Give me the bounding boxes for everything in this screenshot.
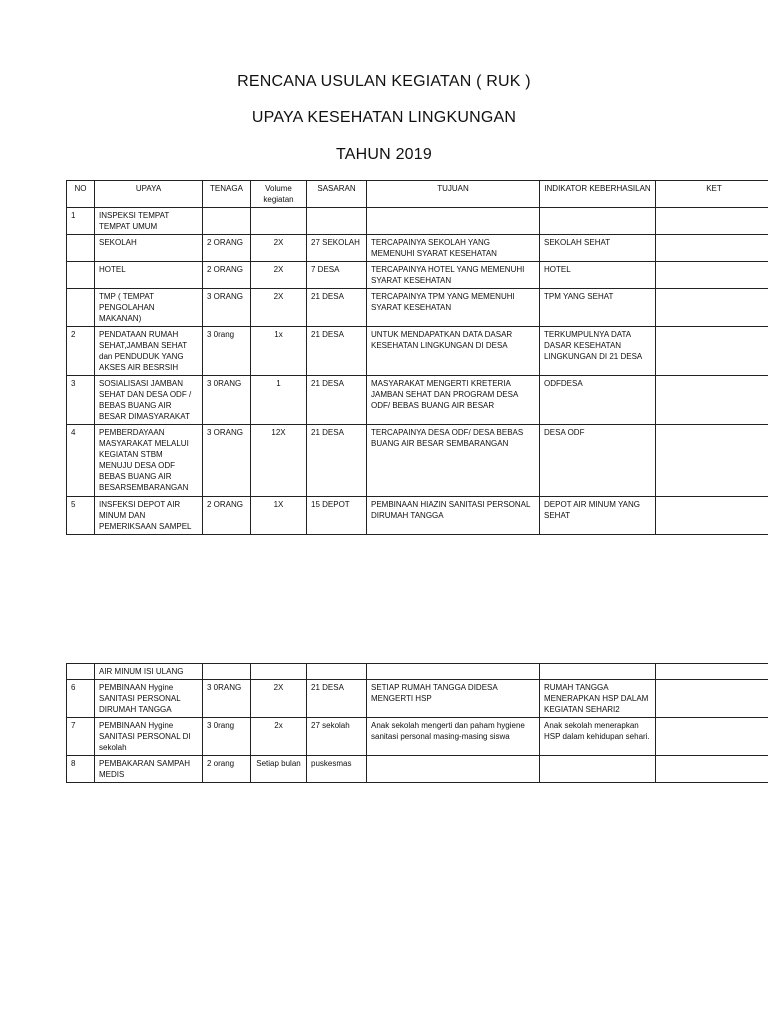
cell-ket [656, 289, 768, 327]
cell-no: 7 [67, 718, 95, 756]
cell-ket [656, 327, 768, 376]
table-header-row [67, 181, 768, 208]
cell-no [67, 235, 95, 262]
cell-upaya: INSPEKSI TEMPAT TEMPAT UMUM [95, 208, 203, 235]
cell-volume: 1X [251, 497, 307, 535]
cell-volume: 2X [251, 289, 307, 327]
cell-sasaran: 15 DEPOT [307, 497, 367, 535]
cell-indikator: DEPOT AIR MINUM YANG SEHAT [540, 497, 656, 535]
cell-upaya: INSFEKSI DEPOT AIR MINUM DAN PEMERIKSAAN SAMPEL [95, 497, 203, 535]
document-subtitle: UPAYA KESEHATAN LINGKUNGAN [251, 109, 517, 126]
cell-ket [656, 756, 768, 783]
table-row [67, 718, 768, 756]
cell-ket [656, 425, 768, 497]
cell-ket [656, 235, 768, 262]
cell-upaya: PEMBINAAN Hygine SANITASI PERSONAL DI sekolah [95, 718, 203, 756]
cell-volume: 2X [251, 235, 307, 262]
cell-indikator: TERKUMPULNYA DATA DASAR KESEHATAN LINGKUNGAN DI 21 DESA [540, 327, 656, 376]
cell-upaya: TMP ( TEMPAT PENGOLAHAN MAKANAN) [95, 289, 203, 327]
cell-sasaran: 21 DESA [307, 376, 367, 425]
cell-no: 1 [67, 208, 95, 235]
cell-no [67, 289, 95, 327]
cell-tujuan: TERCAPAINYA SEKOLAH YANG MEMENUHI SYARAT KESEHATAN [367, 235, 540, 262]
table-row [67, 235, 768, 262]
table-row [67, 664, 768, 680]
cell-indikator: DESA ODF [540, 425, 656, 497]
cell-no: 6 [67, 680, 95, 718]
ruk-table [66, 180, 768, 535]
cell-ket [656, 680, 768, 718]
cell-upaya: SOSIALISASI JAMBAN SEHAT DAN DESA ODF / BEBAS BUANG AIR BESAR DIMASYARAKAT [95, 376, 203, 425]
cell-ket [656, 664, 768, 680]
header-no: NO [67, 181, 95, 208]
cell-tujuan: PEMBINAAN HIAZIN SANITASI PERSONAL DIRUMAH TANGGA [367, 497, 540, 535]
cell-upaya: PENDATAAN RUMAH SEHAT,JAMBAN SEHAT dan PENDUDUK YANG AKSES AIR BESRSIH [95, 327, 203, 376]
cell-tujuan [367, 208, 540, 235]
cell-indikator: TPM YANG SEHAT [540, 289, 656, 327]
table-row [67, 680, 768, 718]
cell-sasaran: 27 sekolah [307, 718, 367, 756]
cell-tenaga: 3 0rang [203, 327, 251, 376]
cell-upaya: AIR MINUM ISI ULANG [95, 664, 203, 680]
table-row [67, 376, 768, 425]
cell-indikator: HOTEL [540, 262, 656, 289]
cell-sasaran: 21 DESA [307, 327, 367, 376]
cell-indikator: SEKOLAH SEHAT [540, 235, 656, 262]
cell-volume: 12X [251, 425, 307, 497]
cell-sasaran [307, 208, 367, 235]
cell-upaya: PEMBAKARAN SAMPAH MEDIS [95, 756, 203, 783]
cell-indikator: RUMAH TANGGA MENERAPKAN HSP DALAM KEGIATAN SEHARI2 [540, 680, 656, 718]
cell-no: 3 [67, 376, 95, 425]
cell-volume: 2x [251, 718, 307, 756]
cell-sasaran: 7 DESA [307, 262, 367, 289]
cell-ket [656, 262, 768, 289]
header-tenaga: TENAGA [203, 181, 251, 208]
document-title: RENCANA USULAN KEGIATAN ( RUK ) [237, 73, 531, 90]
cell-upaya: HOTEL [95, 262, 203, 289]
cell-sasaran: puskesmas [307, 756, 367, 783]
cell-ket [656, 718, 768, 756]
cell-sasaran: 21 DESA [307, 425, 367, 497]
cell-ket [656, 497, 768, 535]
cell-tujuan: SETIAP RUMAH TANGGA DIDESA MENGERTI HSP [367, 680, 540, 718]
cell-indikator [540, 664, 656, 680]
cell-no: 5 [67, 497, 95, 535]
cell-sasaran: 27 SEKOLAH [307, 235, 367, 262]
cell-volume: Setiap bulan [251, 756, 307, 783]
cell-no: 4 [67, 425, 95, 497]
cell-upaya: PEMBINAAN Hygine SANITASI PERSONAL DIRUMAH TANGGA [95, 680, 203, 718]
cell-sasaran: 21 DESA [307, 289, 367, 327]
cell-volume: 1x [251, 327, 307, 376]
cell-indikator [540, 208, 656, 235]
cell-ket [656, 376, 768, 425]
cell-upaya: SEKOLAH [95, 235, 203, 262]
cell-tujuan [367, 664, 540, 680]
cell-tenaga: 3 ORANG [203, 289, 251, 327]
cell-tenaga: 2 ORANG [203, 262, 251, 289]
cell-tenaga: 3 0RANG [203, 376, 251, 425]
cell-no: 2 [67, 327, 95, 376]
cell-indikator [540, 756, 656, 783]
cell-tenaga: 3 0RANG [203, 680, 251, 718]
cell-tenaga: 2 orang [203, 756, 251, 783]
cell-tujuan: UNTUK MENDAPATKAN DATA DASAR KESEHATAN LINGKUNGAN DI DESA [367, 327, 540, 376]
cell-indikator: Anak sekolah menerapkan HSP dalam kehidupan sehari. [540, 718, 656, 756]
cell-volume [251, 664, 307, 680]
cell-volume [251, 208, 307, 235]
table-row [67, 262, 768, 289]
cell-tujuan: TERCAPAINYA TPM YANG MEMENUHI SYARAT KESEHATAN [367, 289, 540, 327]
cell-volume: 2X [251, 680, 307, 718]
cell-tenaga: 3 0rang [203, 718, 251, 756]
cell-ket [656, 208, 768, 235]
cell-tenaga: 2 ORANG [203, 497, 251, 535]
header-ket: KET [656, 181, 768, 208]
table-row [67, 425, 768, 497]
table-row [67, 497, 768, 535]
cell-upaya: PEMBERDAYAAN MASYARAKAT MELALUI KEGIATAN STBM MENUJU DESA ODF BEBAS BUANG AIR BESARSEMBARANGAN [95, 425, 203, 497]
cell-tujuan: Anak sekolah mengerti dan paham hygiene sanitasi personal masing-masing siswa [367, 718, 540, 756]
cell-sasaran: 21 DESA [307, 680, 367, 718]
cell-no [67, 262, 95, 289]
header-sasaran: SASARAN [307, 181, 367, 208]
cell-indikator: ODFDESA [540, 376, 656, 425]
cell-tenaga [203, 664, 251, 680]
header-tujuan: TUJUAN [367, 181, 540, 208]
cell-sasaran [307, 664, 367, 680]
table-row [67, 208, 768, 235]
header-upaya: UPAYA [95, 181, 203, 208]
cell-volume: 1 [251, 376, 307, 425]
cell-tenaga: 2 ORANG [203, 235, 251, 262]
cell-tenaga: 3 ORANG [203, 425, 251, 497]
table-row [67, 289, 768, 327]
cell-no [67, 664, 95, 680]
cell-volume: 2X [251, 262, 307, 289]
cell-tujuan: TERCAPAINYA DESA ODF/ DESA BEBAS BUANG AIR BESAR SEMBARANGAN [367, 425, 540, 497]
cell-tujuan [367, 756, 540, 783]
cell-tenaga [203, 208, 251, 235]
header-indikator: INDIKATOR KEBERHASILAN [540, 181, 656, 208]
cell-tujuan: MASYARAKAT MENGERTI KRETERIA JAMBAN SEHAT DAN PROGRAM DESA ODF/ BEBAS BUANG AIR BESAR [367, 376, 540, 425]
table-row [67, 756, 768, 783]
table-row [67, 327, 768, 376]
header-volume: Volume kegiatan [251, 181, 307, 208]
document-year: TAHUN 2019 [336, 146, 432, 163]
cell-tujuan: TERCAPAINYA HOTEL YANG MEMENUHI SYARAT KESEHATAN [367, 262, 540, 289]
cell-no: 8 [67, 756, 95, 783]
ruk-table-continued [66, 663, 768, 783]
